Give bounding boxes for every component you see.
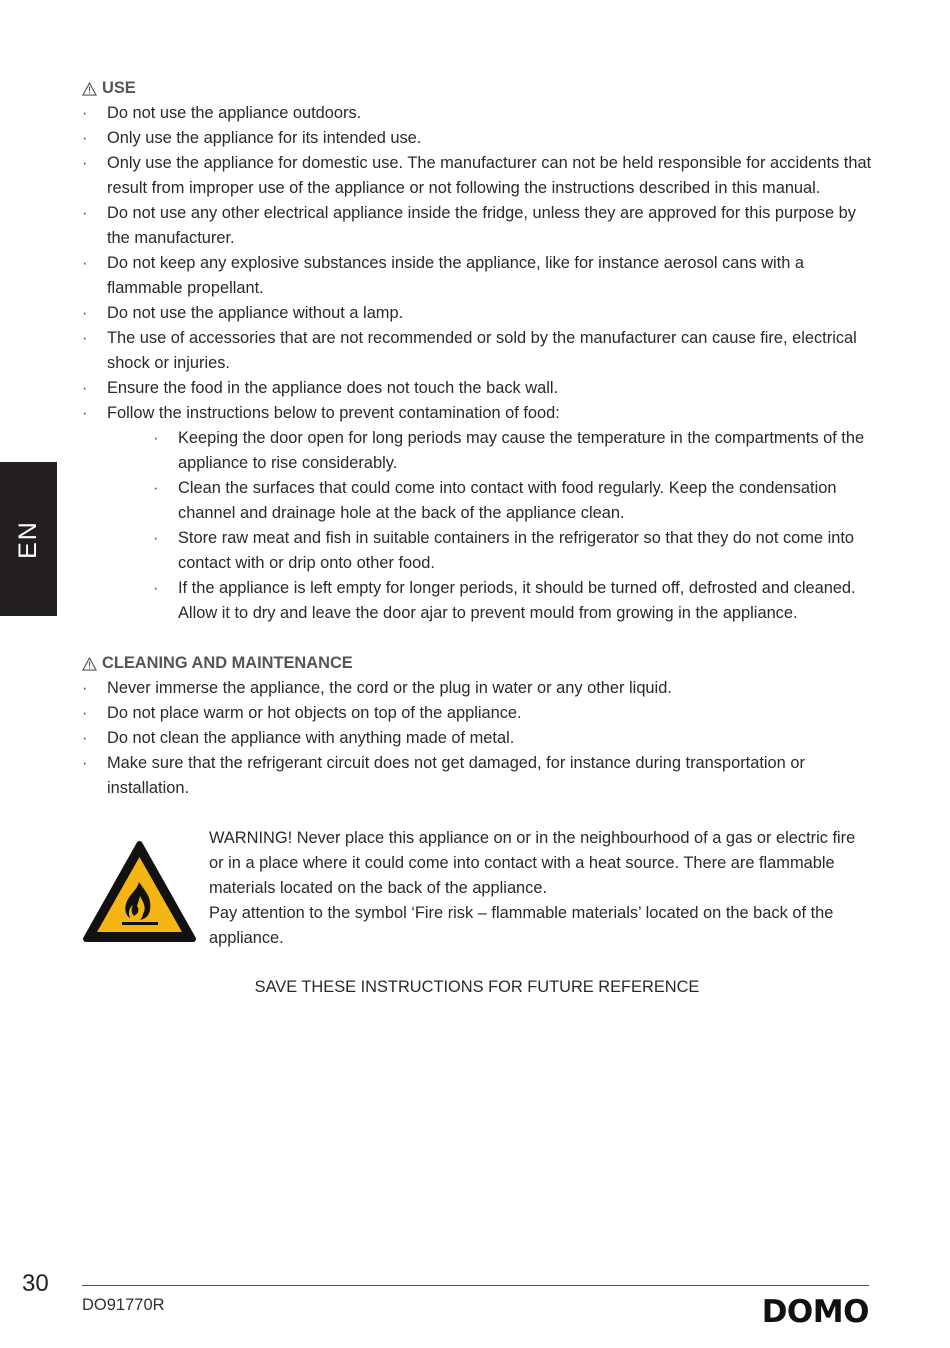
language-tab [0, 462, 57, 616]
fire-warning-paragraph: WARNING! Never place this appliance on or in the neighbourhood of a gas or electric fire or in a place where it could come into contact with a heat source. There are flammable materials located on the back of the appliance. [209, 829, 856, 897]
food-contamination-sublist [82, 426, 872, 626]
list-item: · Only use the appliance for domestic use. The manufacturer can not be held responsible for accidents that result from improper use of the appliance or not following the instructions described in this manual. [82, 151, 872, 201]
brand-logo: DOMO [761, 1294, 869, 1330]
section-spacer [82, 626, 872, 651]
use-title-text: USE [102, 79, 136, 97]
list-item: · Do not use any other electrical appliance inside the fridge, unless they are approved for this purpose by the manufacturer. [82, 201, 872, 251]
list-item: · Do not use the appliance outdoors. [82, 101, 872, 126]
list-item: · Do not place warm or hot objects on top of the appliance. [82, 701, 872, 726]
fire-warning-block [82, 826, 872, 951]
footer-divider [82, 1285, 869, 1286]
cleaning-section-title [82, 651, 872, 676]
model-number: DO91770R [82, 1296, 165, 1314]
list-item: · The use of accessories that are not recommended or sold by the manufacturer can cause fire, electrical shock or injuries. [82, 326, 872, 376]
sub-list-item: · Clean the surfaces that could come into contact with food regularly. Keep the condensation channel and drainage hole at the back of the appliance clean. [153, 476, 872, 526]
list-item: · Only use the appliance for its intended use. [82, 126, 872, 151]
sub-list-item: · Keeping the door open for long periods may cause the temperature in the compartments of the appliance to rise considerably. [153, 426, 872, 476]
cleaning-title-text: CLEANING AND MAINTENANCE [102, 654, 353, 672]
sub-list-item: · If the appliance is left empty for longer periods, it should be turned off, defrosted and cleaned. Allow it to dry and leave the door ajar to prevent mould from growing in the appliance. [153, 576, 872, 626]
list-item: · Make sure that the refrigerant circuit does not get damaged, for instance during transportation or installation. [82, 751, 872, 801]
list-item: · Never immerse the appliance, the cord or the plug in water or any other liquid. [82, 676, 872, 701]
page-content [82, 76, 872, 1000]
page-number: 30 [22, 1270, 49, 1297]
list-item: · Do not keep any explosive substances inside the appliance, like for instance aerosol cans with a flammable propellant. [82, 251, 872, 301]
cleaning-list [82, 676, 872, 801]
sub-list-item: · Store raw meat and fish in suitable containers in the refrigerator so that they do not come into contact with or drip onto other food. [153, 526, 872, 576]
flammable-warning-sign-icon [82, 840, 197, 944]
fire-symbol-note: Pay attention to the symbol ‘Fire risk – flammable materials’ located on the back of the appliance. [209, 904, 834, 947]
save-instructions-note: SAVE THESE INSTRUCTIONS FOR FUTURE REFERENCE [254, 978, 700, 996]
list-item: · Do not clean the appliance with anything made of metal. [82, 726, 872, 751]
use-list [82, 101, 872, 426]
use-section-title [82, 76, 872, 101]
list-item: · Follow the instructions below to prevent contamination of food: [82, 401, 872, 426]
list-item: · Do not use the appliance without a lamp. [82, 301, 872, 326]
warning-triangle-icon [82, 657, 97, 671]
language-label: EN [13, 519, 42, 559]
fire-warning-text [209, 826, 872, 951]
list-item: · Ensure the food in the appliance does not touch the back wall. [82, 376, 872, 401]
warning-triangle-icon [82, 82, 97, 96]
